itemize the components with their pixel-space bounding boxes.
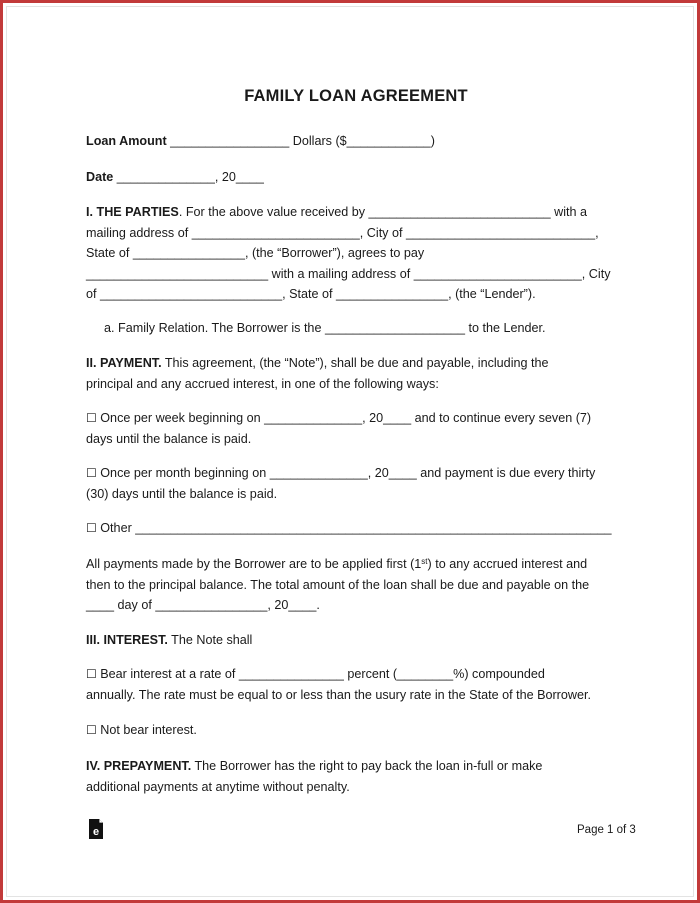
document-e-icon <box>88 818 104 840</box>
parties-line-1 <box>86 202 626 223</box>
prepayment-line-2: additional payments at anytime without penalty. <box>86 779 350 794</box>
other-text: Other ____________________________________________________________________ <box>96 521 612 535</box>
document-title: FAMILY LOAN AGREEMENT <box>244 87 468 105</box>
bear-interest-checkbox[interactable]: ☐ <box>86 667 97 681</box>
not-bear-interest-checkbox[interactable]: ☐ <box>86 723 97 737</box>
loan-amount-line <box>86 131 626 152</box>
payment-heading: II. PAYMENT. <box>86 356 162 370</box>
date-line <box>86 167 626 188</box>
payment-application <box>86 554 626 616</box>
prepayment-text-1: The Borrower has the right to pay back the loan in-full or make <box>191 759 543 773</box>
weekly-text-1: Once per week beginning on ______________, 20____ and to continue every seven (7) <box>96 411 592 425</box>
payment-line-2: principal and any accrued interest, in one of the following ways: <box>86 376 439 391</box>
applied-text-1a: All payments made by the Borrower are to be applied first (1 <box>86 557 422 571</box>
weekly-text-2: days until the balance is paid. <box>86 431 252 446</box>
parties-line-5: of __________________________, State of ________________, (the “Lender”). <box>86 287 536 301</box>
parties-section <box>86 202 626 305</box>
option-bear-interest <box>86 664 626 705</box>
applied-line-2: then to the principal balance. The total amount of the loan shall be due and payable on the <box>86 577 590 592</box>
payment-section <box>86 353 626 394</box>
loan-amount-label: Loan Amount <box>86 134 167 148</box>
parties-heading: I. THE PARTIES <box>86 205 179 219</box>
date-field: ______________, 20____ <box>113 170 264 184</box>
other-checkbox[interactable]: ☐ <box>86 521 97 535</box>
prepayment-heading: IV. PREPAYMENT. <box>86 759 192 773</box>
parties-line-2: mailing address of ________________________, City of ___________________________, <box>86 225 599 240</box>
option-not-bear-interest <box>86 720 626 741</box>
option-weekly <box>86 408 626 449</box>
weekly-checkbox[interactable]: ☐ <box>86 411 97 425</box>
not-bear-interest-text: Not bear interest. <box>96 723 197 737</box>
applied-text-1b: ) to any accrued interest and <box>427 557 588 571</box>
date-label: Date <box>86 170 114 184</box>
prepayment-line-1 <box>86 756 626 777</box>
applied-line-3: ____ day of ________________, 20____. <box>86 598 320 612</box>
parties-text-1: . For the above value received by __________________________ with a <box>178 205 588 219</box>
parties-line-4: __________________________ with a mailing address of ________________________, City <box>86 266 611 281</box>
interest-intro: The Note shall <box>167 633 253 647</box>
option-monthly <box>86 463 626 504</box>
monthly-text-2: (30) days until the balance is paid. <box>86 486 278 501</box>
interest-heading: III. INTEREST. <box>86 633 168 647</box>
svg-text:e: e <box>92 826 100 838</box>
option-other <box>86 518 626 539</box>
bear-interest-text-2: annually. The rate must be equal to or less than the usury rate in the State of the Borrower. <box>86 687 591 702</box>
applied-sup: st <box>421 557 428 566</box>
prepayment-section <box>86 756 626 797</box>
page-number: Page 1 of 3 <box>577 824 636 836</box>
family-relation-line: a. Family Relation. The Borrower is the ____________________ to the Lender. <box>104 321 546 335</box>
payment-line-1 <box>86 353 626 374</box>
bear-interest-text-1: Bear interest at a rate of _______________ percent (________%) compounded <box>96 667 545 681</box>
applied-line-1 <box>86 554 626 575</box>
monthly-checkbox[interactable]: ☐ <box>86 466 97 480</box>
parties-line-3: State of ________________, (the “Borrower”), agrees to pay <box>86 246 425 260</box>
interest-heading-line <box>86 630 626 651</box>
loan-amount-field: _________________ Dollars ($____________) <box>166 134 435 148</box>
monthly-text-1: Once per month beginning on ______________, 20____ and payment is due every thirty <box>96 466 596 480</box>
payment-text-1: This agreement, (the “Note”), shall be due and payable, including the <box>161 356 549 370</box>
